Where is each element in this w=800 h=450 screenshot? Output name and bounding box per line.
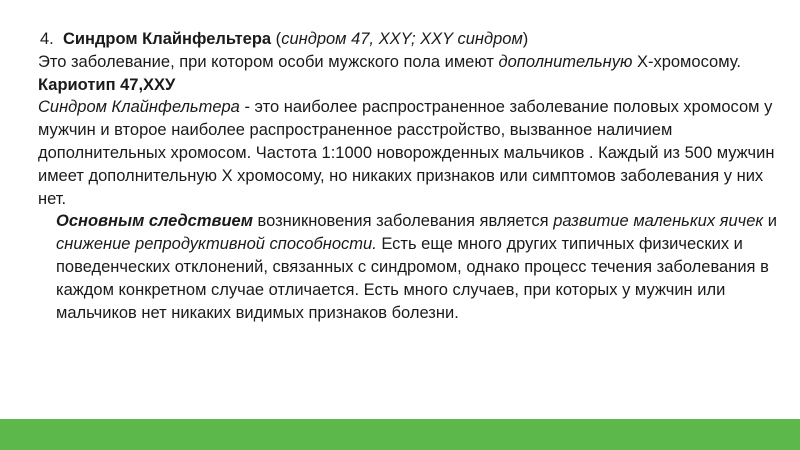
definition-italic: дополнительную — [498, 52, 633, 71]
consequences-text-2: и — [763, 212, 777, 231]
heading-paren-close: ) — [522, 30, 529, 48]
karyotype-line: Кариотип 47,ХХУ — [38, 75, 176, 94]
heading-synonyms: синдром 47, XXY; XXY синдром — [281, 30, 523, 48]
definition-paragraph — [38, 51, 778, 74]
consequences-text-3: Есть еще много других типичных физических и поведенческих отклонений, связанных с синдромом, однако процесс течения заболевания в каждом конкретном случае отличается. Есть много случаев, при которых у мужчин или мальчиков нет никаких видимых признаков болезни. — [56, 235, 769, 322]
definition-text-1: Это заболевание, при котором особи мужского пола имеют — [38, 52, 499, 71]
slide-content — [38, 28, 778, 324]
heading-title: Синдром Клайнфельтера — [62, 30, 272, 48]
definition-text-2: Х-хромосому. — [632, 52, 741, 71]
paragraph-prevalence — [38, 96, 778, 210]
prevalence-lead: Синдром Клайнфельтера — [38, 98, 240, 117]
consequences-italic-1: развитие маленьких яичек — [553, 212, 764, 231]
section-heading — [38, 28, 778, 51]
prevalence-text: - это наиболее распространенное заболевание половых хромосом у мужчин и второе наиболее распространенное расстройство, вызванное наличием дополнительных хромосом. Частота 1:1000 новорожденных мальчиков . Каждый из 500 мужчин имеет дополнительную Х хромосому, но никаких признаков или симптомов заболевания у них нет. — [38, 98, 775, 208]
footer-bar — [0, 419, 800, 450]
consequences-text-1: возникновения заболевания является — [252, 212, 554, 231]
paragraph-consequences — [38, 210, 778, 324]
consequences-italic-2: снижение репродуктивной способности. — [56, 235, 377, 254]
consequences-lead: Основным следствием — [56, 212, 253, 231]
heading-paren-open: ( — [271, 30, 282, 48]
heading-number: 4. — [40, 30, 54, 48]
